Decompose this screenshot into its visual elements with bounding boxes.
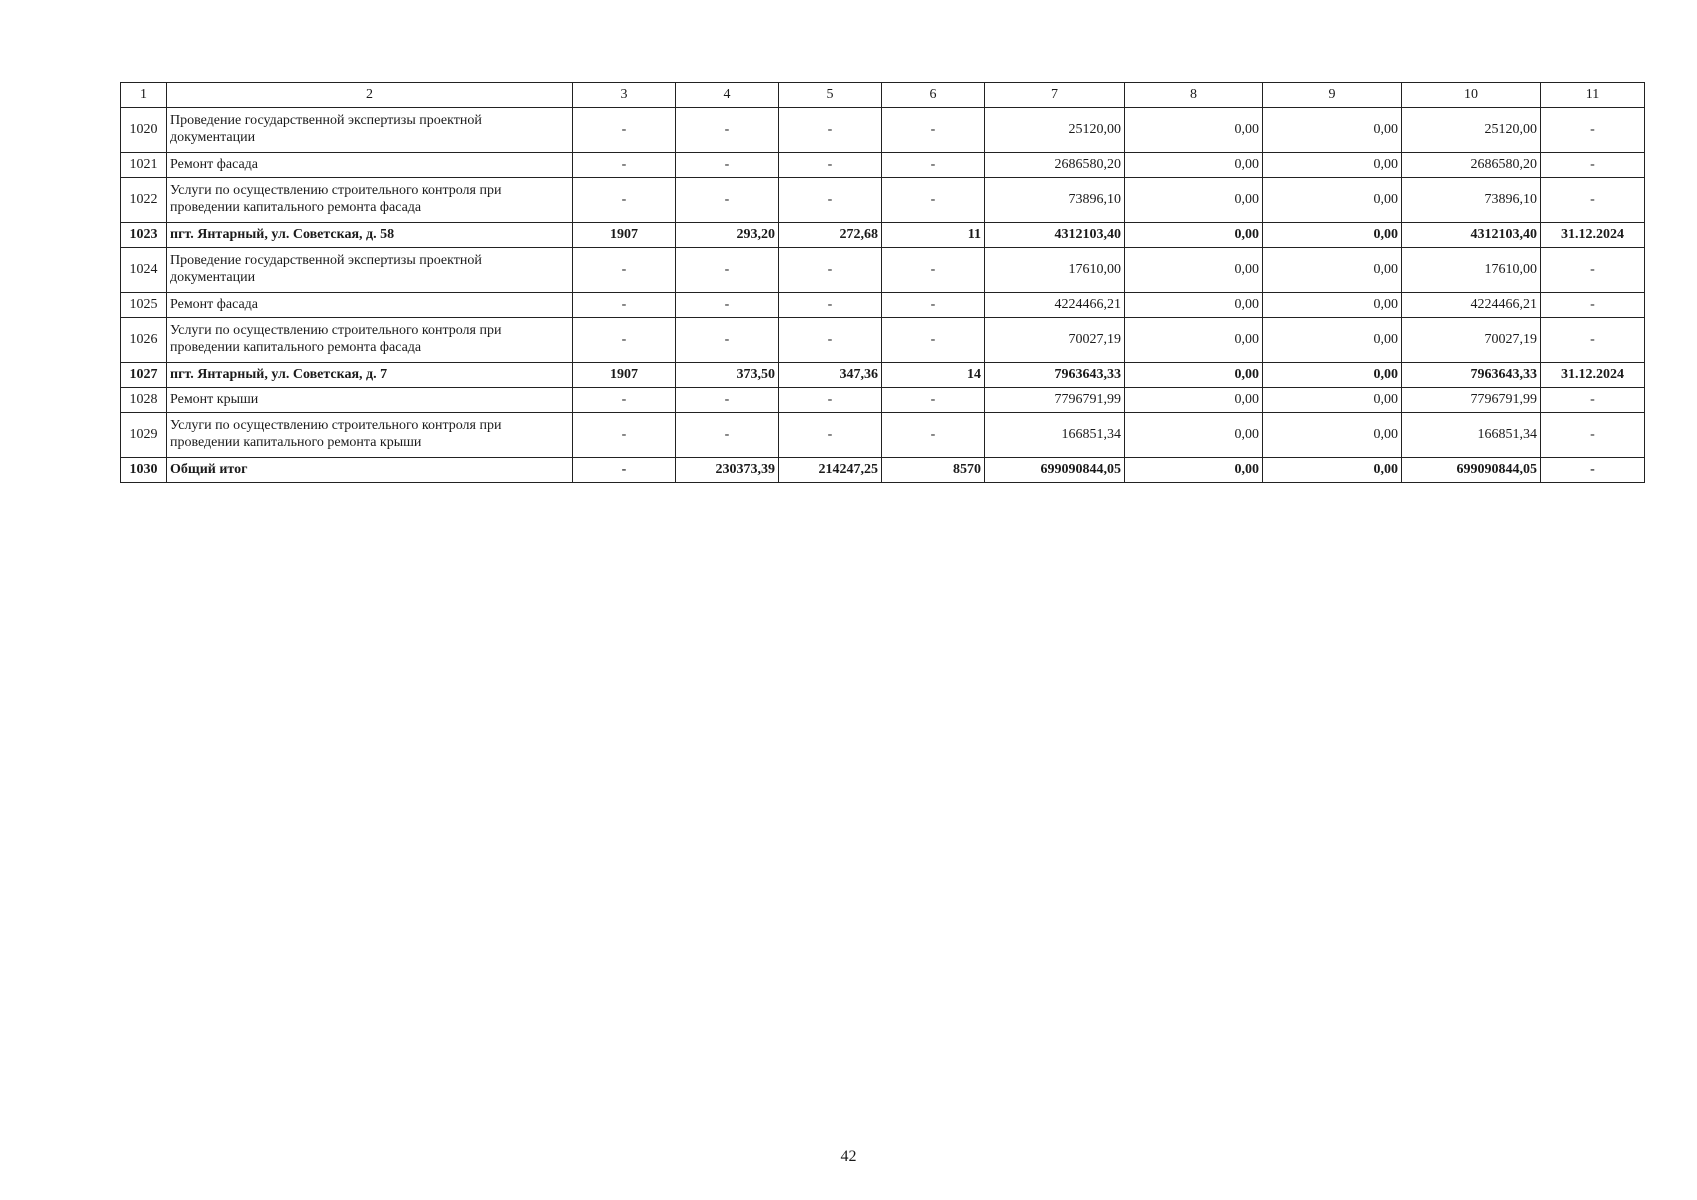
row-number: 1021 xyxy=(121,153,167,178)
cell-col6: 14 xyxy=(882,363,985,388)
column-header: 2 xyxy=(167,83,573,108)
table-row-address xyxy=(121,223,1645,248)
cell-col11: - xyxy=(1541,388,1645,413)
cell-col6: - xyxy=(882,248,985,293)
table-row xyxy=(121,388,1645,413)
cell-col9: 0,00 xyxy=(1263,293,1402,318)
cell-col7: 4224466,21 xyxy=(985,293,1125,318)
column-header: 3 xyxy=(573,83,676,108)
cell-col3: - xyxy=(573,413,676,458)
cell-col3: - xyxy=(573,293,676,318)
cell-col4: - xyxy=(676,153,779,178)
table-row xyxy=(121,108,1645,153)
cell-col7: 7963643,33 xyxy=(985,363,1125,388)
cell-col4: - xyxy=(676,413,779,458)
cell-col3: - xyxy=(573,108,676,153)
work-name: Ремонт крыши xyxy=(167,388,573,413)
row-number: 1024 xyxy=(121,248,167,293)
column-header: 9 xyxy=(1263,83,1402,108)
page-number: 42 xyxy=(840,1148,857,1165)
row-number: 1026 xyxy=(121,318,167,363)
work-name: Проведение государственной экспертизы проектной документации xyxy=(167,108,573,153)
row-number: 1020 xyxy=(121,108,167,153)
cell-col5: - xyxy=(779,108,882,153)
cell-col4: - xyxy=(676,318,779,363)
cell-col4: - xyxy=(676,178,779,223)
cell-col11: - xyxy=(1541,293,1645,318)
work-name: Услуги по осуществлению строительного контроля при проведении капитального ремонта фасада xyxy=(167,318,573,363)
cell-col10: 70027,19 xyxy=(1402,318,1541,363)
table-row-total xyxy=(121,458,1645,483)
table-row-address xyxy=(121,363,1645,388)
cell-col4: 373,50 xyxy=(676,363,779,388)
column-header: 1 xyxy=(121,83,167,108)
cell-col6: - xyxy=(882,293,985,318)
cell-col11: - xyxy=(1541,153,1645,178)
cell-col6: 8570 xyxy=(882,458,985,483)
cell-col3: - xyxy=(573,178,676,223)
row-number: 1025 xyxy=(121,293,167,318)
cell-col9: 0,00 xyxy=(1263,363,1402,388)
cell-col5: - xyxy=(779,413,882,458)
column-header: 8 xyxy=(1125,83,1263,108)
cell-col9: 0,00 xyxy=(1263,178,1402,223)
address-name: пгт. Янтарный, ул. Советская, д. 7 xyxy=(167,363,573,388)
table-row xyxy=(121,178,1645,223)
work-name: Услуги по осуществлению строительного контроля при проведении капитального ремонта фасада xyxy=(167,178,573,223)
cell-col8: 0,00 xyxy=(1125,363,1263,388)
cell-col10: 7796791,99 xyxy=(1402,388,1541,413)
column-header: 5 xyxy=(779,83,882,108)
cell-col7: 166851,34 xyxy=(985,413,1125,458)
cell-col5: - xyxy=(779,388,882,413)
cell-col6: - xyxy=(882,318,985,363)
cell-col5: - xyxy=(779,248,882,293)
cell-col8: 0,00 xyxy=(1125,178,1263,223)
cell-col10: 4312103,40 xyxy=(1402,223,1541,248)
work-name: Проведение государственной экспертизы проектной документации xyxy=(167,248,573,293)
cell-col3: - xyxy=(573,318,676,363)
work-name: Ремонт фасада xyxy=(167,293,573,318)
table-header-row xyxy=(121,83,1645,108)
table-row xyxy=(121,153,1645,178)
cell-col9: 0,00 xyxy=(1263,318,1402,363)
cell-col10: 699090844,05 xyxy=(1402,458,1541,483)
cell-col5: - xyxy=(779,318,882,363)
cell-col5: 214247,25 xyxy=(779,458,882,483)
cell-col3: - xyxy=(573,458,676,483)
cell-col5: 347,36 xyxy=(779,363,882,388)
cell-col9: 0,00 xyxy=(1263,223,1402,248)
cell-col7: 73896,10 xyxy=(985,178,1125,223)
cell-col4: - xyxy=(676,248,779,293)
cell-col11: - xyxy=(1541,458,1645,483)
cell-col4: - xyxy=(676,388,779,413)
cell-col6: 11 xyxy=(882,223,985,248)
cell-col3: - xyxy=(573,248,676,293)
cell-col6: - xyxy=(882,153,985,178)
cell-col7: 25120,00 xyxy=(985,108,1125,153)
cell-col9: 0,00 xyxy=(1263,388,1402,413)
cell-col6: - xyxy=(882,108,985,153)
row-number: 1030 xyxy=(121,458,167,483)
column-header: 6 xyxy=(882,83,985,108)
cell-col8: 0,00 xyxy=(1125,293,1263,318)
column-header: 4 xyxy=(676,83,779,108)
cell-col7: 17610,00 xyxy=(985,248,1125,293)
cell-col11: - xyxy=(1541,318,1645,363)
table-row xyxy=(121,293,1645,318)
cell-col11: - xyxy=(1541,248,1645,293)
cell-col9: 0,00 xyxy=(1263,153,1402,178)
cell-col8: 0,00 xyxy=(1125,223,1263,248)
cell-col9: 0,00 xyxy=(1263,458,1402,483)
row-number: 1027 xyxy=(121,363,167,388)
cell-col11: 31.12.2024 xyxy=(1541,363,1645,388)
cell-col11: - xyxy=(1541,108,1645,153)
cell-col8: 0,00 xyxy=(1125,388,1263,413)
cell-col4: 293,20 xyxy=(676,223,779,248)
table-row xyxy=(121,413,1645,458)
cell-col3: - xyxy=(573,388,676,413)
cell-col9: 0,00 xyxy=(1263,248,1402,293)
cell-col4: 230373,39 xyxy=(676,458,779,483)
row-number: 1029 xyxy=(121,413,167,458)
cell-col11: - xyxy=(1541,178,1645,223)
cell-col11: 31.12.2024 xyxy=(1541,223,1645,248)
cell-col8: 0,00 xyxy=(1125,458,1263,483)
cell-col10: 2686580,20 xyxy=(1402,153,1541,178)
repair-register-table xyxy=(120,82,1645,483)
cell-col4: - xyxy=(676,108,779,153)
cell-col10: 7963643,33 xyxy=(1402,363,1541,388)
cell-col7: 4312103,40 xyxy=(985,223,1125,248)
table-row xyxy=(121,248,1645,293)
cell-col5: - xyxy=(779,178,882,223)
cell-col3: 1907 xyxy=(573,223,676,248)
cell-col8: 0,00 xyxy=(1125,413,1263,458)
cell-col8: 0,00 xyxy=(1125,153,1263,178)
cell-col10: 73896,10 xyxy=(1402,178,1541,223)
cell-col5: 272,68 xyxy=(779,223,882,248)
cell-col7: 7796791,99 xyxy=(985,388,1125,413)
cell-col10: 25120,00 xyxy=(1402,108,1541,153)
cell-col9: 0,00 xyxy=(1263,413,1402,458)
cell-col7: 2686580,20 xyxy=(985,153,1125,178)
cell-col3: - xyxy=(573,153,676,178)
cell-col8: 0,00 xyxy=(1125,248,1263,293)
cell-col9: 0,00 xyxy=(1263,108,1402,153)
cell-col6: - xyxy=(882,178,985,223)
row-number: 1028 xyxy=(121,388,167,413)
column-header: 11 xyxy=(1541,83,1645,108)
cell-col6: - xyxy=(882,413,985,458)
cell-col10: 166851,34 xyxy=(1402,413,1541,458)
column-header: 7 xyxy=(985,83,1125,108)
work-name: Ремонт фасада xyxy=(167,153,573,178)
cell-col5: - xyxy=(779,293,882,318)
table-row xyxy=(121,318,1645,363)
cell-col7: 699090844,05 xyxy=(985,458,1125,483)
cell-col6: - xyxy=(882,388,985,413)
cell-col7: 70027,19 xyxy=(985,318,1125,363)
cell-col10: 4224466,21 xyxy=(1402,293,1541,318)
cell-col8: 0,00 xyxy=(1125,108,1263,153)
cell-col4: - xyxy=(676,293,779,318)
total-label: Общий итог xyxy=(167,458,573,483)
row-number: 1023 xyxy=(121,223,167,248)
column-header: 10 xyxy=(1402,83,1541,108)
cell-col11: - xyxy=(1541,413,1645,458)
cell-col3: 1907 xyxy=(573,363,676,388)
cell-col8: 0,00 xyxy=(1125,318,1263,363)
work-name: Услуги по осуществлению строительного контроля при проведении капитального ремонта крыши xyxy=(167,413,573,458)
row-number: 1022 xyxy=(121,178,167,223)
address-name: пгт. Янтарный, ул. Советская, д. 58 xyxy=(167,223,573,248)
cell-col10: 17610,00 xyxy=(1402,248,1541,293)
cell-col5: - xyxy=(779,153,882,178)
